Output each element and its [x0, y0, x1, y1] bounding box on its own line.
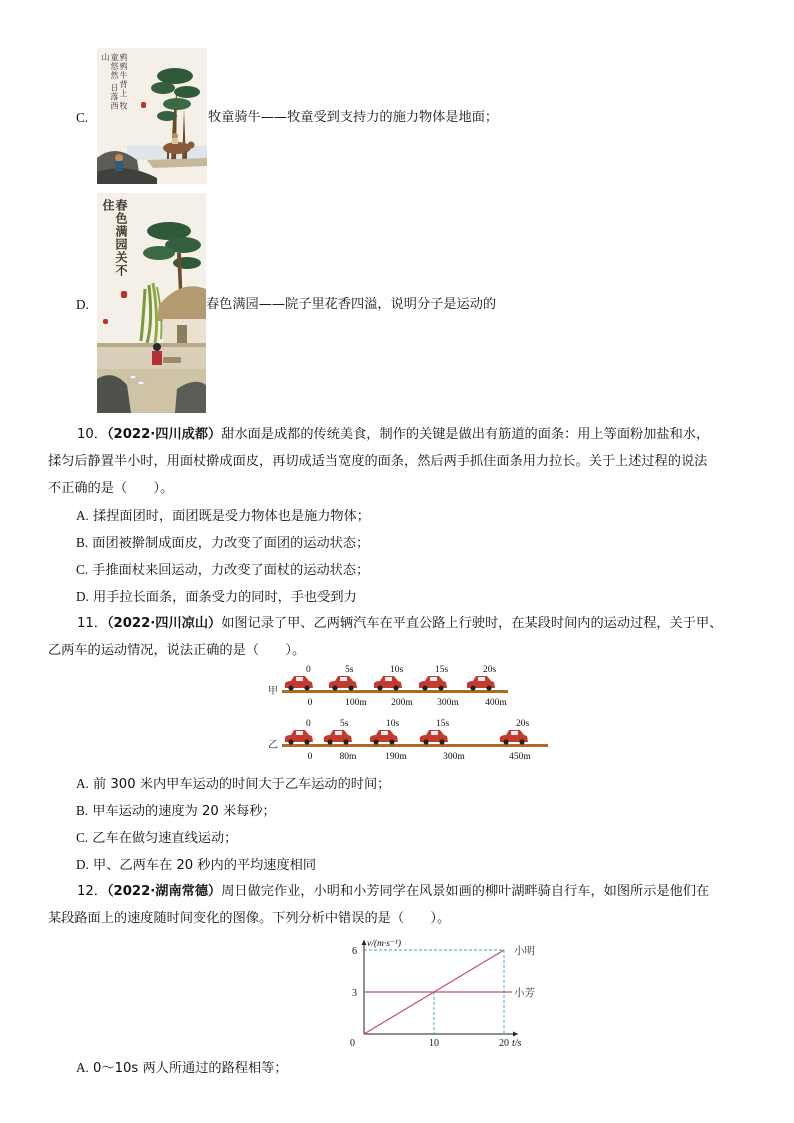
q10-option-c: C. 手推面杖来回运动，力改变了面杖的运动状态； — [76, 562, 370, 578]
time-label: 20s — [516, 719, 530, 729]
car-icon — [329, 676, 357, 691]
x-axis-label: t/s — [512, 1038, 522, 1049]
time-label: 15s — [436, 719, 450, 729]
painting-inscription: 鸦鸦牛背上 牧童悠然 日落西山 — [101, 53, 128, 111]
time-label: 0 — [306, 665, 311, 675]
q10-source: （2022·四川成都） — [106, 427, 222, 442]
option-c-label: C. — [76, 110, 89, 125]
distance-label: 400m — [485, 698, 507, 708]
q12-text-1: 周日做完作业，小明和小芳同学在风景如画的柳叶湖畔骑自行车，如图所示是他们在 — [221, 884, 710, 899]
distance-label: 100m — [345, 698, 367, 708]
time-label: 10s — [386, 719, 400, 729]
q11-text-1: 如图记录了甲、乙两辆汽车在平直公路上行驶时，在某段时间内的运动过程，关于甲、 — [221, 616, 723, 631]
y-axis-label: v/(m·s⁻¹) — [367, 939, 401, 949]
q12-source: （2022·湖南常德） — [106, 884, 222, 899]
series-label: 小明 — [514, 946, 535, 957]
q10-line3: 不正确的是（ ）。 — [48, 481, 174, 496]
car-icon — [467, 676, 495, 691]
q11-line1 — [77, 615, 722, 633]
time-label: 0 — [306, 719, 311, 729]
option-c-text: 牧童骑牛——牧童受到支持力的施力物体是地面； — [208, 110, 499, 125]
q10-line2: 揉匀后静置半小时，用面杖擀成面皮，再切成适当宽度的面条，然后两手抓住面条用力拉长。关于上述过程的说法 — [48, 454, 708, 469]
painting-seal-1 — [121, 291, 127, 298]
car-icon — [285, 676, 313, 691]
distance-label: 200m — [391, 698, 413, 708]
q10-text-1: 甜水面是成都的传统美食，制作的关键是做出有筋道的面条：用上等面粉加盐和水， — [221, 427, 710, 442]
time-label: 20s — [483, 665, 497, 675]
car-icon — [420, 730, 448, 745]
option-d-text: 春色满园——院子里花香四溢，说明分子是运动的 — [206, 297, 497, 312]
velocity-time-chart — [336, 934, 535, 1052]
time-label: 5s — [340, 719, 349, 729]
distance-label: 300m — [437, 698, 459, 708]
y-axis-arrow — [362, 940, 367, 945]
car-icon — [324, 730, 352, 745]
time-label: 15s — [435, 665, 449, 675]
q11-option-c: C. 乙车在做匀速直线运动； — [76, 830, 238, 846]
x-tick-label: 10 — [429, 1038, 439, 1049]
q11-option-d: D. 甲、乙两车在 20 秒内的平均速度相同 — [76, 857, 317, 873]
q10-number: 10． — [77, 427, 107, 442]
q11-number: 11． — [77, 616, 107, 631]
car-icon — [374, 676, 402, 691]
distance-label: 0 — [307, 698, 313, 708]
q11-source: （2022·四川凉山） — [106, 616, 222, 631]
q12-option-a: A. 0～10s 两人所通过的路程相等； — [76, 1060, 288, 1076]
painting-title-calligraphy: 春色满园关不住 — [101, 199, 128, 277]
painting-herdboy — [97, 48, 207, 184]
q11-option-a: A. 前 300 米内甲车运动的时间大于乙车运动的时间； — [76, 776, 391, 792]
car-motion-figure — [266, 665, 552, 766]
car-icon — [285, 730, 313, 745]
x-tick-label: 20 — [499, 1038, 509, 1049]
q10-option-b: B. 面团被擀制成面皮，力改变了面团的运动状态； — [76, 535, 370, 551]
distance-label: 80m — [339, 752, 357, 762]
car-icon — [419, 676, 447, 691]
painting-seal-2 — [103, 319, 108, 324]
painting-seal — [141, 102, 146, 108]
car-icon — [370, 730, 398, 745]
q10-line1 — [77, 426, 709, 444]
distance-label: 190m — [385, 752, 407, 762]
distance-label: 450m — [509, 752, 531, 762]
car-icon — [500, 730, 528, 745]
q11-line2: 乙两车的运动情况，说法正确的是（ ）。 — [48, 643, 306, 658]
q10-option-d: D. 用手拉长面条，面条受力的同时，手也受到力 — [76, 589, 357, 605]
painting-spring-garden — [97, 193, 206, 413]
y-tick-label: 6 — [352, 946, 357, 957]
option-d-label: D. — [76, 297, 89, 312]
car-row-label: 乙 — [268, 740, 278, 751]
origin-label: 0 — [350, 1038, 355, 1049]
q12-number: 12． — [77, 884, 107, 899]
time-label: 10s — [390, 665, 404, 675]
road-line — [282, 744, 548, 747]
road-line — [282, 690, 508, 693]
car-row-label: 甲 — [268, 686, 278, 697]
q10-option-a: A. 揉捏面团时，面团既是受力物体也是施力物体； — [76, 508, 370, 524]
series-label: 小芳 — [514, 988, 535, 999]
q12-line1 — [77, 883, 709, 901]
time-label: 5s — [345, 665, 354, 675]
q12-line2: 某段路面上的速度随时间变化的图像。下列分析中错误的是（ ）。 — [48, 911, 451, 926]
distance-label: 0 — [307, 752, 313, 762]
q11-option-b: B. 甲车运动的速度为 20 米每秒； — [76, 803, 276, 819]
x-axis-arrow — [513, 1032, 518, 1037]
y-tick-label: 3 — [352, 988, 357, 999]
distance-label: 300m — [443, 752, 465, 762]
